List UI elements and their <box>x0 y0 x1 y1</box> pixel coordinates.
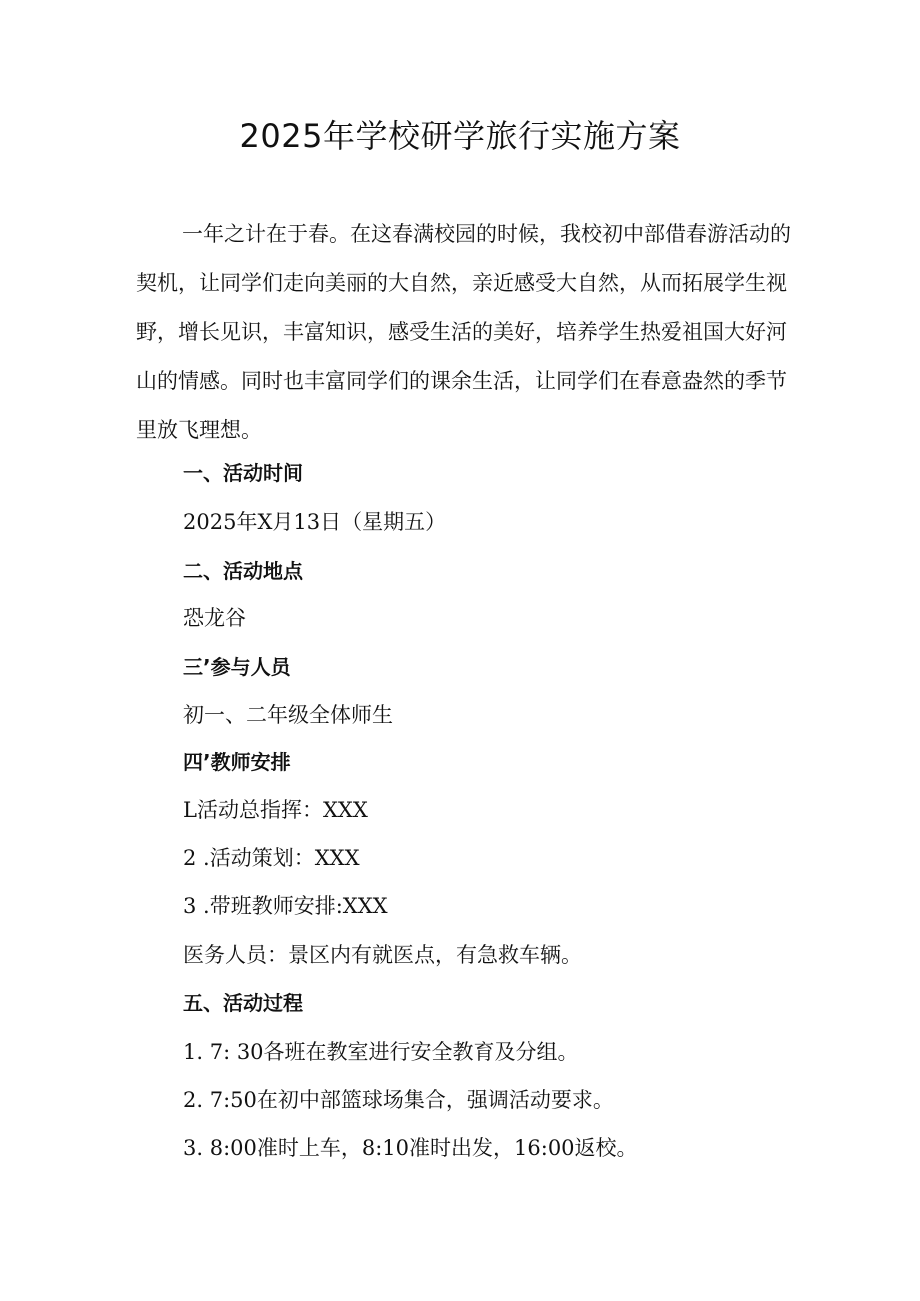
medical-staff: 医务人员：景区内有就医点，有急救车辆。 <box>183 943 582 967</box>
process-step: 1. 7: 30各班在教室进行安全教育及分组。 <box>183 1040 579 1064</box>
activity-location: 恐龙谷 <box>183 606 246 630</box>
section-heading-participants: 三’参与人员 <box>183 655 291 679</box>
teacher-item: L活动总指挥：XXX <box>183 798 368 822</box>
process-step: 3. 8:00准时上车，8:10准时出发，16:00返校。 <box>183 1136 638 1160</box>
section-heading-time: 一、活动时间 <box>183 461 303 485</box>
section-heading-location: 二、活动地点 <box>183 559 303 583</box>
participants: 初一、二年级全体师生 <box>183 703 393 727</box>
section-heading-teachers: 四’教师安排 <box>183 750 291 774</box>
document-title: 2025年学校研学旅行实施方案 <box>239 117 681 155</box>
process-step: 2. 7:50在初中部篮球场集合，强调活动要求。 <box>183 1088 614 1112</box>
section-heading-process: 五、活动过程 <box>183 991 303 1015</box>
teacher-item: 2 .活动策划：XXX <box>183 846 360 870</box>
intro-paragraph: 一年之计在于春。在这春满校园的时候，我校初中部借春游活动的契机，让同学们走向美丽的大自然，亲近感受大自然，从而拓展学生视野，增长见识，丰富知识，感受生活的美好，培养学生热爱祖国大好河山的情感。同时也丰富同学们的课余生活，让同学们在春意盎然的季节里放飞理想。 <box>136 222 791 442</box>
activity-time: 2025年X月13日（星期五） <box>183 510 447 534</box>
teacher-item: 3 .带班教师安排:XXX <box>183 894 388 918</box>
